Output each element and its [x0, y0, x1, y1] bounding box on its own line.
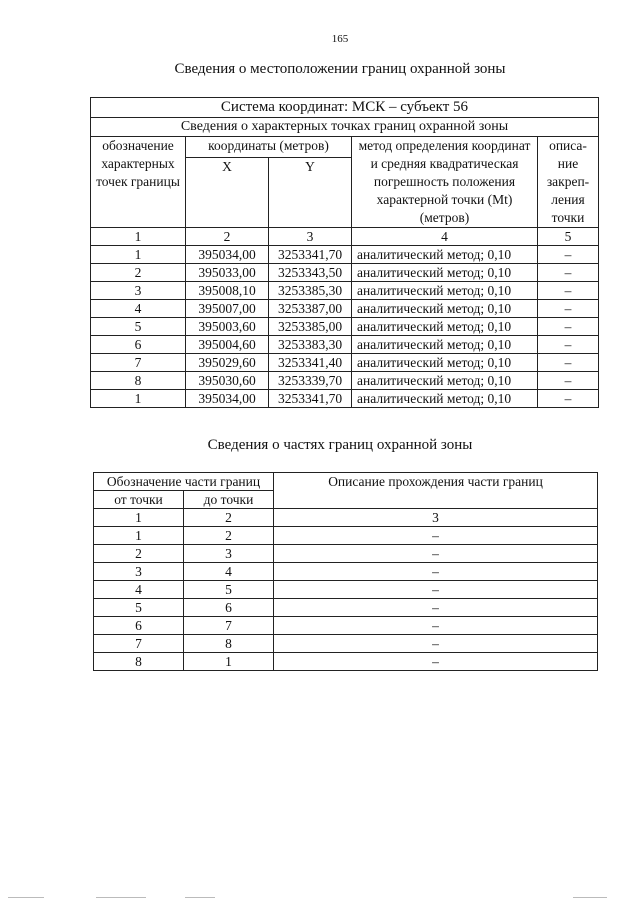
x-cell: 395034,00 [186, 246, 269, 264]
coordinates-table [90, 97, 599, 408]
footer-rule [185, 897, 215, 898]
header-part-designation: Обозначение части границ [94, 473, 274, 491]
to-cell: 2 [184, 527, 274, 545]
x-cell: 395034,00 [186, 390, 269, 408]
x-cell: 395007,00 [186, 300, 269, 318]
description-cell: – [274, 545, 598, 563]
header-designation: обозначение характерных точек границы [91, 137, 186, 228]
method-cell: аналитический метод; 0,10 [352, 318, 538, 336]
column-number: 1 [91, 228, 186, 246]
point-cell: 4 [91, 300, 186, 318]
column-number: 3 [269, 228, 352, 246]
x-cell: 395029,60 [186, 354, 269, 372]
description-cell: – [274, 599, 598, 617]
from-cell: 3 [94, 563, 184, 581]
method-cell: аналитический метод; 0,10 [352, 300, 538, 318]
point-cell: 1 [91, 246, 186, 264]
table-row [94, 617, 598, 635]
y-cell: 3253383,30 [269, 336, 352, 354]
description-cell: – [274, 563, 598, 581]
description-cell: – [538, 372, 599, 390]
x-cell: 395030,60 [186, 372, 269, 390]
page-number: 165 [331, 33, 349, 45]
header-y: Y [269, 158, 352, 228]
method-cell: аналитический метод; 0,10 [352, 354, 538, 372]
y-cell: 3253339,70 [269, 372, 352, 390]
header-description: описа-ние закреп-ления точки [538, 137, 599, 228]
table-row [94, 563, 598, 581]
description-cell: – [538, 300, 599, 318]
y-cell: 3253341,70 [269, 390, 352, 408]
header-part-description: Описание прохождения части границ [274, 473, 598, 509]
column-number: 2 [184, 509, 274, 527]
description-cell: – [538, 336, 599, 354]
description-cell: – [274, 527, 598, 545]
table-row [91, 246, 599, 264]
table-row [94, 635, 598, 653]
description-cell: – [274, 653, 598, 671]
column-number-row [94, 509, 598, 527]
point-cell: 5 [91, 318, 186, 336]
header-method: метод определения координат и средняя квадратическая погрешность положения характерной точки (Mt) (метров) [352, 137, 538, 228]
description-cell: – [274, 635, 598, 653]
x-cell: 395003,60 [186, 318, 269, 336]
column-number: 4 [352, 228, 538, 246]
method-cell: аналитический метод; 0,10 [352, 246, 538, 264]
method-cell: аналитический метод; 0,10 [352, 336, 538, 354]
x-cell: 395033,00 [186, 264, 269, 282]
point-cell: 2 [91, 264, 186, 282]
table-row [94, 599, 598, 617]
from-cell: 6 [94, 617, 184, 635]
description-cell: – [538, 318, 599, 336]
method-cell: аналитический метод; 0,10 [352, 372, 538, 390]
from-cell: 4 [94, 581, 184, 599]
table-row [91, 336, 599, 354]
table-row [91, 372, 599, 390]
from-cell: 5 [94, 599, 184, 617]
to-cell: 6 [184, 599, 274, 617]
table-row [91, 282, 599, 300]
method-cell: аналитический метод; 0,10 [352, 282, 538, 300]
to-cell: 7 [184, 617, 274, 635]
description-cell: – [274, 617, 598, 635]
point-cell: 1 [91, 390, 186, 408]
footer-rule [573, 897, 607, 898]
description-cell: – [538, 354, 599, 372]
y-cell: 3253385,30 [269, 282, 352, 300]
to-cell: 3 [184, 545, 274, 563]
from-cell: 1 [94, 527, 184, 545]
to-cell: 8 [184, 635, 274, 653]
table-row [91, 264, 599, 282]
y-cell: 3253385,00 [269, 318, 352, 336]
table-row [91, 354, 599, 372]
table-row [94, 581, 598, 599]
header-x: X [186, 158, 269, 228]
from-cell: 2 [94, 545, 184, 563]
y-cell: 3253341,70 [269, 246, 352, 264]
table-row [94, 545, 598, 563]
point-cell: 7 [91, 354, 186, 372]
y-cell: 3253343,50 [269, 264, 352, 282]
footer-rule [8, 897, 44, 898]
table-row [91, 318, 599, 336]
section-title-location: Сведения о местоположении границ охранной зоны [174, 61, 506, 77]
table-row [94, 653, 598, 671]
point-cell: 6 [91, 336, 186, 354]
parts-table [93, 472, 598, 671]
description-cell: – [538, 264, 599, 282]
column-number: 3 [274, 509, 598, 527]
description-cell: – [274, 581, 598, 599]
footer-rule [96, 897, 146, 898]
to-cell: 5 [184, 581, 274, 599]
description-cell: – [538, 390, 599, 408]
column-number-row [91, 228, 599, 246]
column-number: 1 [94, 509, 184, 527]
section-title-parts: Сведения о частях границ охранной зоны [207, 437, 473, 453]
y-cell: 3253387,00 [269, 300, 352, 318]
column-number: 5 [538, 228, 599, 246]
to-cell: 4 [184, 563, 274, 581]
table-row [91, 390, 599, 408]
method-cell: аналитический метод; 0,10 [352, 264, 538, 282]
point-cell: 3 [91, 282, 186, 300]
to-cell: 1 [184, 653, 274, 671]
header-to-point: до точки [184, 491, 274, 509]
x-cell: 395008,10 [186, 282, 269, 300]
y-cell: 3253341,40 [269, 354, 352, 372]
table-row [91, 300, 599, 318]
point-cell: 8 [91, 372, 186, 390]
header-coordinates: координаты (метров) [186, 137, 352, 158]
header-from-point: от точки [94, 491, 184, 509]
description-cell: – [538, 282, 599, 300]
points-info-title: Сведения о характерных точках границ охранной зоны [91, 118, 599, 137]
method-cell: аналитический метод; 0,10 [352, 390, 538, 408]
description-cell: – [538, 246, 599, 264]
coordinate-system-title: Система координат: МСК – субъект 56 [91, 98, 599, 118]
table-row [94, 527, 598, 545]
from-cell: 7 [94, 635, 184, 653]
from-cell: 8 [94, 653, 184, 671]
column-number: 2 [186, 228, 269, 246]
x-cell: 395004,60 [186, 336, 269, 354]
